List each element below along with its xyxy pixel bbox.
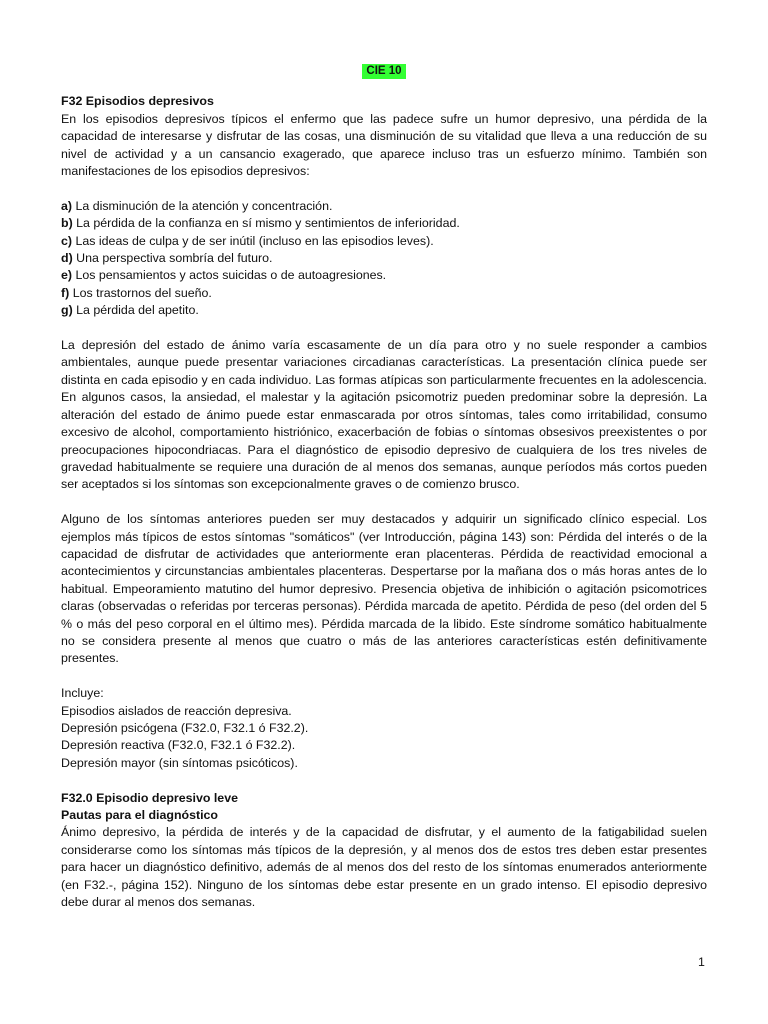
paragraph-course: La depresión del estado de ánimo varía escasamente de un día para otro y no suele responder a cambios ambientales, aunque puede presentar variaciones circadianas características. La presentación clínica puede ser distinta en cada episodio y en cada individuo. Las formas atípicas son particularmente frecuentes en la adolescencia. En algunos casos, la ansiedad, el malestar y la agitación psicomotriz pueden predominar sobre la depresión. La alteración del estado de ánimo puede estar enmascarada por otros síntomas, tales como irritabilidad, consumo excesivo de alcohol, comportamiento histriónico, exacerbación de fobias o síntomas obsesivos preexistentes o por preocupaciones hipocondriacas. Para el diagnóstico de episodio depresivo de cualquiera de los tres niveles de gravedad habitualmente se requiere una duración de al menos dos semanas, aunque períodos más cortos pueden ser aceptados si los síntomas son excepcionalmente graves o de comienzo brusco. xyxy=(61,338,707,492)
includes-item: Depresión mayor (sin síntomas psicóticos). xyxy=(61,755,298,770)
list-item: d) Una perspectiva sombría del futuro. xyxy=(61,251,273,266)
list-item: a) La disminución de la atención y concentración. xyxy=(61,198,333,213)
list-item: f) Los trastornos del sueño. xyxy=(61,285,212,300)
paragraph-somatic: Alguno de los síntomas anteriores pueden ser muy destacados y adquirir un significado clínico especial. Los ejemplos más típicos de estos síntomas "somáticos" (ver Introducción, página 143) son: Pérdida del interés o de la capacidad de disfrutar de actividades que anteriormente eran placenteras. Pérdida de reactividad emocional a acontecimientos y circunstancias ambientales placenteras. Despertarse por la mañana dos o más horas antes de lo habitual. Empeoramiento matutino del humor depresivo. Presencia objetiva de inhibición o agitación psicomotrices claras (observadas o referidas por terceras personas). Pérdida marcada de apetito. Pérdida de peso (del orden del 5 % o más del peso corporal en el último mes). Pérdida marcada de la libido. Este síndrome somático habitualmente no se considera presente al menos que cuatro o más de las anteriores características estén definitivamente presentes. xyxy=(61,512,707,666)
list-item: c) Las ideas de culpa y de ser inútil (incluso en las episodios leves). xyxy=(61,233,434,248)
page-number: 1 xyxy=(698,955,705,969)
list-item: b) La pérdida de la confianza en sí mismo y sentimientos de inferioridad. xyxy=(61,216,460,231)
includes-item: Depresión reactiva (F32.0, F32.1 ó F32.2). xyxy=(61,738,296,753)
subheading-diagnostic: Pautas para el diagnóstico xyxy=(61,807,218,822)
list-item: e) Los pensamientos y actos suicidas o de autoagresiones. xyxy=(61,268,387,283)
intro-paragraph: En los episodios depresivos típicos el enfermo que las padece sufre un humor depresivo, una pérdida de la capacidad de interesarse y disfrutar de las cosas, una disminución de su vitalidad que lleva a una reducción de su nivel de actividad y a un cansancio exagerado, que aparece incluso tras un esfuerzo mínimo. También son manifestaciones de los episodios depresivos: xyxy=(61,111,707,179)
title-wrap xyxy=(61,62,707,79)
document-page xyxy=(61,62,707,911)
includes-item: Episodios aislados de reacción depresiva. xyxy=(61,703,292,718)
section-heading-f32: F32 Episodios depresivos xyxy=(61,94,214,109)
includes-label: Incluye: xyxy=(61,686,104,701)
list-item: g) La pérdida del apetito. xyxy=(61,303,199,318)
symptom-list xyxy=(61,198,707,320)
section-heading-f32-0: F32.0 Episodio depresivo leve xyxy=(61,790,238,805)
includes-item: Depresión psicógena (F32.0, F32.1 ó F32.2). xyxy=(61,720,309,735)
paragraph-mild-episode: Ánimo depresivo, la pérdida de interés y de la capacidad de disfrutar, y el aumento de la fatigabilidad suelen considerarse como los síntomas más típicos de la depresión, y al menos dos de estos tres deben estar presentes para hacer un diagnóstico definitivo, además de al menos dos del resto de los síntomas enumerados anteriormente (en F32.-, página 152). Ninguno de los síntomas debe estar presente en un grado intenso. El episodio depresivo debe durar al menos dos semanas. xyxy=(61,825,707,910)
document-title: CIE 10 xyxy=(362,64,405,79)
